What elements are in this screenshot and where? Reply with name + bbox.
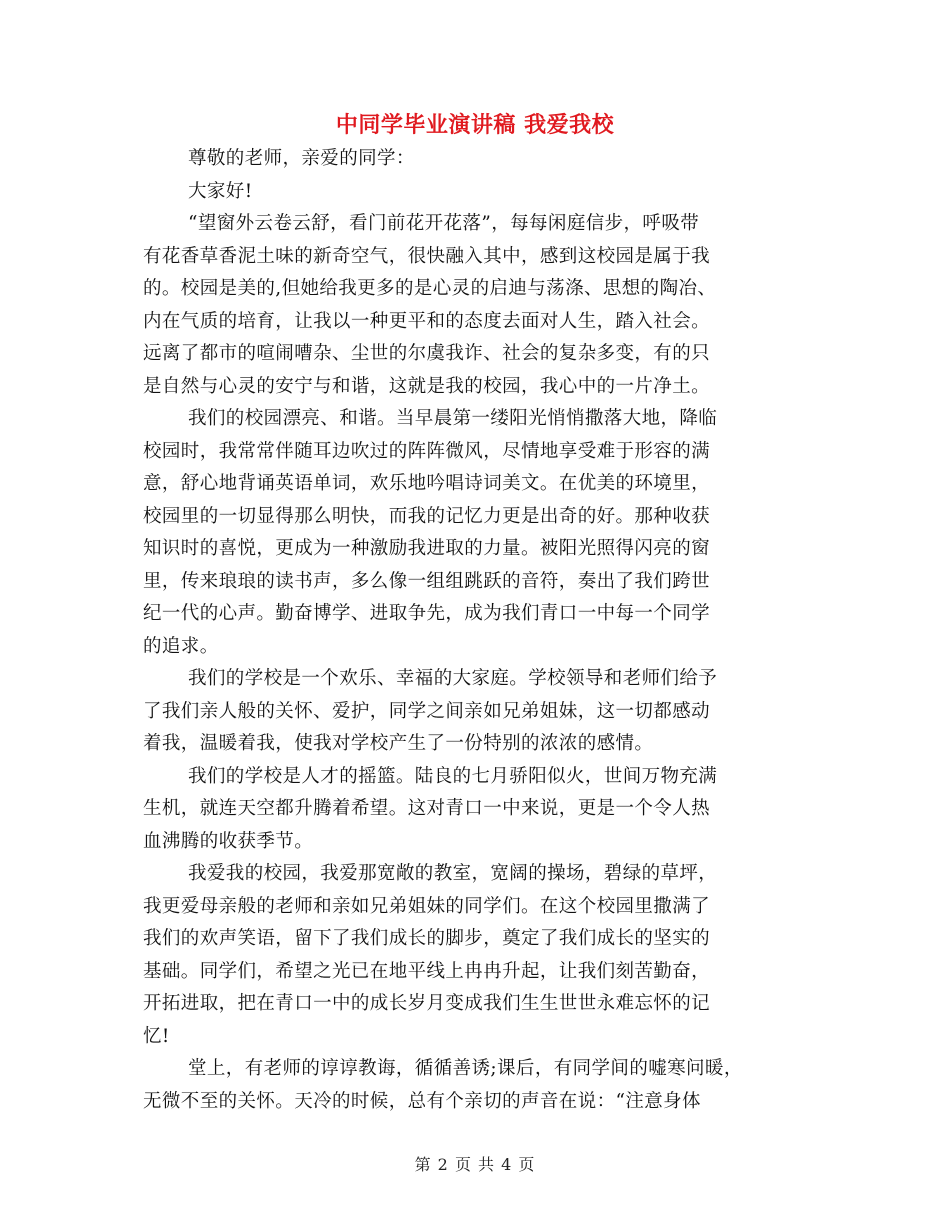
paragraph-line: 校园里的一切显得那么明快，而我的记忆力更是出奇的好。那种收获 — [143, 505, 711, 527]
paragraph-line: 有花香草香泥土味的新奇空气，很快融入其中，感到这校园是属于我 — [143, 245, 711, 267]
paragraph-line: 无微不至的关怀。天冷的时候，总有个亲切的声音在说：“注意身体 — [143, 1090, 701, 1112]
paragraph-line: 了我们亲人般的关怀、爱护，同学之间亲如兄弟姐妹，这一切都感动 — [143, 700, 711, 722]
paragraph-line: 堂上，有老师的谆谆教诲，循循善诱;课后，有同学间的嘘寒问暖， — [188, 1058, 743, 1079]
salutation-line: 尊敬的老师，亲爱的同学： — [188, 148, 415, 169]
paragraph-line: 我们的学校是人才的摇篮。陆良的七月骄阳似火，世间万物充满 — [188, 765, 718, 787]
paragraph-line: 我更爱母亲般的老师和亲如兄弟姐妹的同学们。在这个校园里撒满了 — [143, 895, 711, 917]
paragraph-line: 我爱我的校园，我爱那宽敞的教室，宽阔的操场，碧绿的草坪， — [188, 863, 718, 884]
paragraph-line: 血沸腾的收获季节。 — [143, 830, 314, 852]
paragraph-line: 我们的欢声笑语，留下了我们成长的脚步，奠定了我们成长的坚实的 — [143, 928, 711, 949]
paragraph-line: 知识时的喜悦，更成为一种激励我进取的力量。被阳光照得闪亮的窗 — [143, 538, 711, 559]
paragraph-line: 我们的学校是一个欢乐、幸福的大家庭。学校领导和老师们给予 — [188, 668, 718, 689]
paragraph-line: 我们的校园漂亮、和谐。当早晨第一缕阳光悄悄撒落大地，降临 — [188, 408, 718, 429]
document-title: 中同学毕业演讲稿 我爱我校 — [335, 112, 615, 138]
page-number-footer: 第 2 页 共 4 页 — [414, 1155, 536, 1174]
paragraph-line: 开拓进取，把在青口一中的成长岁月变成我们生生世世永难忘怀的记 — [143, 993, 711, 1014]
paragraph-line: 的追求。 — [143, 635, 219, 657]
paragraph-line: 着我，温暖着我，使我对学校产生了一份特别的浓浓的感情。 — [143, 733, 654, 754]
paragraph-line: 内在气质的培育，让我以一种更平和的态度去面对人生，踏入社会。 — [143, 310, 711, 332]
paragraph-line: 纪一代的心声。勤奋博学、进取争先，成为我们青口一中每一个同学 — [143, 603, 711, 624]
paragraph-line: 忆! — [143, 1025, 170, 1047]
paragraph-line: 的。校园是美的,但她给我更多的是心灵的启迪与荡涤、思想的陶冶、 — [143, 278, 717, 299]
paragraph-line: 生机，就连天空都升腾着希望。这对青口一中来说，更是一个令人热 — [143, 798, 711, 819]
paragraph-line: 远离了都市的喧闹嘈杂、尘世的尔虞我诈、社会的复杂多变，有的只 — [143, 343, 711, 364]
paragraph-line: 里，传来琅琅的读书声，多么像一组组跳跃的音符，奏出了我们跨世 — [143, 570, 711, 592]
paragraph-line: “望窗外云卷云舒，看门前花开花落”，每每闲庭信步，呼吸带 — [188, 213, 700, 234]
paragraph-line: 校园时，我常常伴随耳边吹过的阵阵微风，尽情地享受难于形容的满 — [143, 440, 711, 462]
paragraph-line: 意，舒心地背诵英语单词，欢乐地吟唱诗词美文。在优美的环境里， — [143, 473, 711, 494]
document-body — [143, 143, 823, 1118]
greeting-line: 大家好! — [188, 180, 253, 202]
paragraph-line: 是自然与心灵的安宁与和谐，这就是我的校园，我心中的一片净土。 — [143, 375, 711, 397]
paragraph-line: 基础。同学们，希望之光已在地平线上冉冉升起，让我们刻苦勤奋， — [143, 960, 711, 982]
